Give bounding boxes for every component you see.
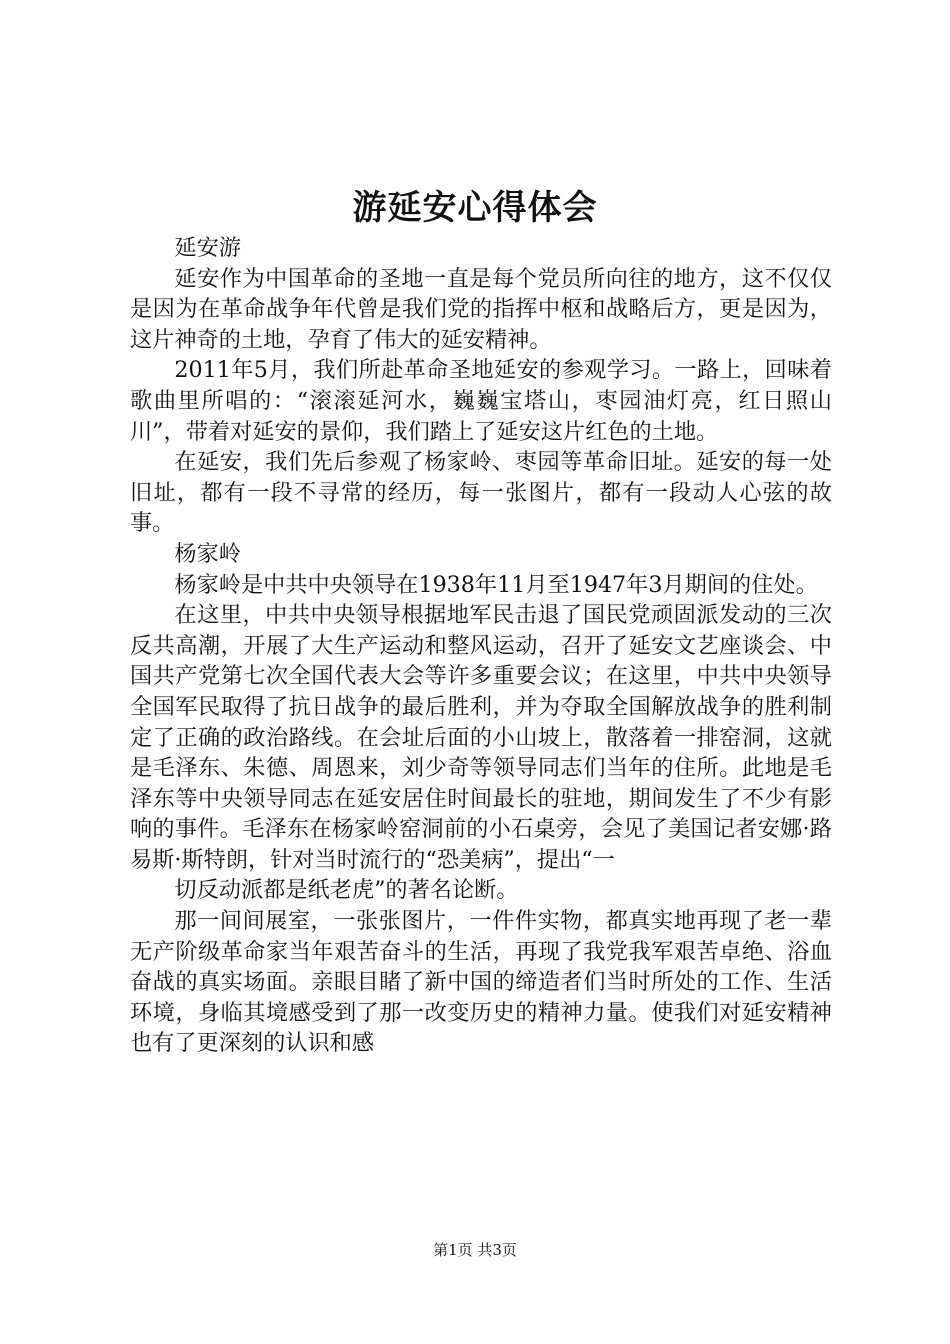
paragraph: 在这里，中共中央领导根据地军民击退了国民党顽固派发动的三次反共高潮，开展了大生产运动和整风运动，召开了延安文艺座谈会、中国共产党第七次全国代表大会等许多重要会议；在这里，中共中央领导全国军民取得了抗日战争的最后胜利，并为夺取全国解放战争的胜利制定了正确的政治路线。在会址后面的小山坡上，散落着一排窑洞，这就是毛泽东、朱德、周恩来，刘少奇等领导同志们当年的住所。此地是毛泽东等中央领导同志在延安居住时间最长的驻地，期间发生了不少有影响的事件。毛泽东在杨家岭窑洞前的小石桌旁，会见了美国记者安娜·路易斯·斯特朗，针对当时流行的“恐美病”，提出“一	[130, 602, 832, 873]
section-heading-yanan: 延安游	[174, 235, 241, 261]
paragraph: 2011年5月，我们所赴革命圣地延安的参观学习。一路上，回味着歌曲里所唱的：“滚滚延河水，巍巍宝塔山，枣园油灯亮，红日照山川”，带着对延安的景仰，我们踏上了延安这片红色的土地。	[130, 357, 832, 445]
page-footer: 第1页 共3页	[433, 1241, 517, 1259]
document-body	[130, 233, 832, 1059]
section-heading-yangjialing: 杨家岭	[174, 540, 241, 567]
document-title: 游延安心得体会	[352, 188, 598, 228]
paragraph: 杨家岭是中共中央领导在1938年11月至1947年3月期间的住处。	[174, 571, 818, 598]
paragraph-continuation: 切反动派都是纸老虎”的著名论断。	[174, 877, 519, 904]
paragraph: 在延安，我们先后参观了杨家岭、枣园等革命旧址。延安的每一处旧址，都有一段不寻常的经历，每一张图片，都有一段动人心弦的故事。	[130, 449, 832, 537]
paragraph: 那一间间展室，一张张图片，一件件实物，都真实地再现了老一辈无产阶级革命家当年艰苦奋斗的生活，再现了我党我军艰苦卓绝、浴血奋战的真实场面。亲眼目睹了新中国的缔造者们当时所处的工作、生活环境，身临其境感受到了那一改变历史的精神力量。使我们对延安精神也有了更深刻的认识和感	[130, 908, 832, 1057]
paragraph: 延安作为中国革命的圣地一直是每个党员所向往的地方，这不仅仅是因为在革命战争年代曾是我们党的指挥中枢和战略后方，更是因为，这片神奇的土地，孕育了伟大的延安精神。	[130, 265, 832, 353]
